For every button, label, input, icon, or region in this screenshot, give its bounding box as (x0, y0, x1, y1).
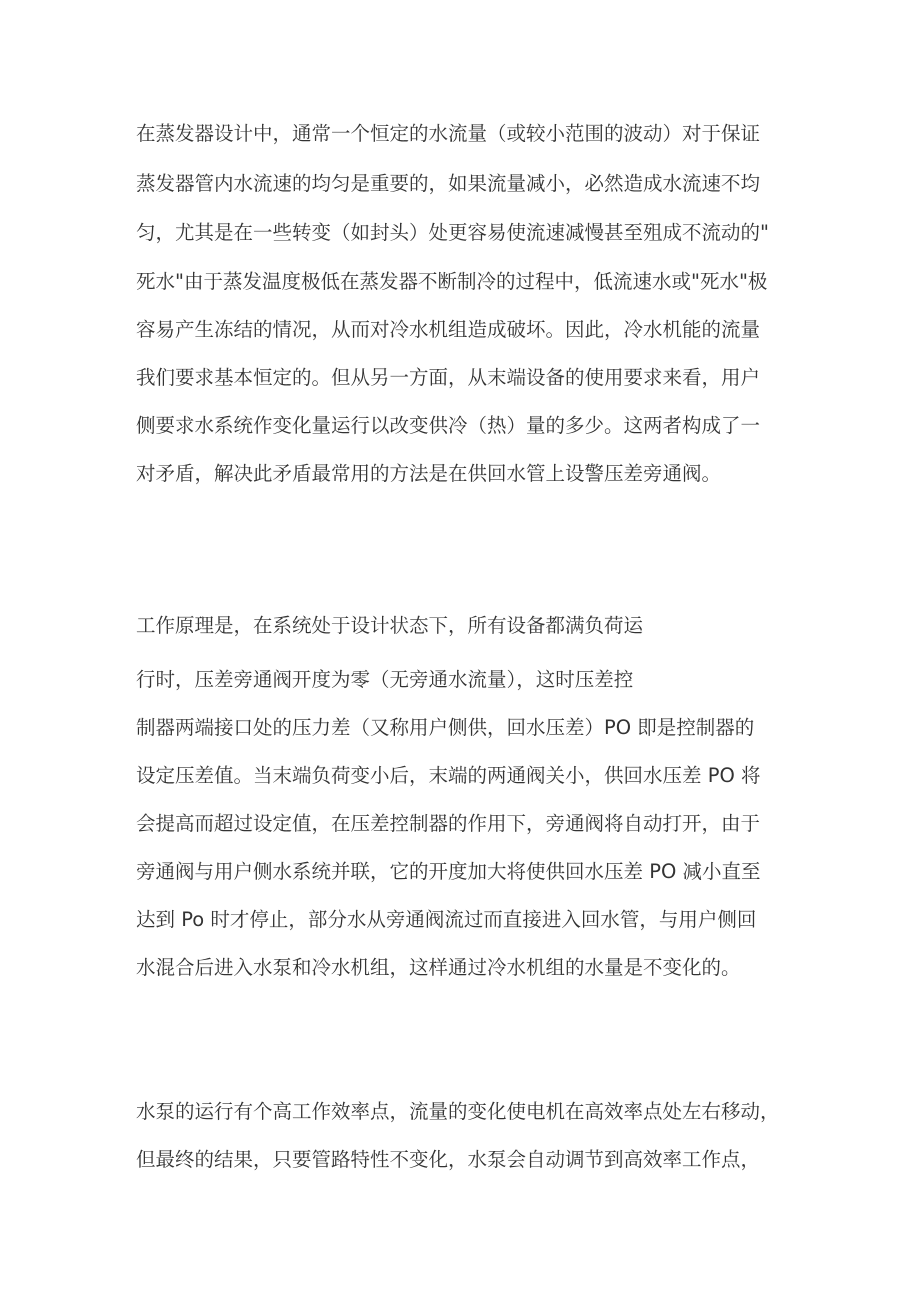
text-line: 我们要求基本恒定的。但从另一方面，从末端设备的使用要求来看，用户 (136, 366, 761, 389)
text-line: 制器两端接口处的压力差（又称用户侧供，回水压差）PO 即是控制器的 (136, 716, 755, 739)
text-line: 设定压差值。当末端负荷变小后，末端的两通阀关小，供回水压差 PO 将 (136, 764, 761, 787)
text-line: 水混合后进入水泵和冷水机组，这样通过冷水机组的水量是不变化的。 (136, 956, 741, 979)
text-line: 蒸发器管内水流速的均匀是重要的，如果流量减小，必然造成水流速不均 (136, 172, 761, 195)
text-line: 容易产生冻结的情况，从而对冷水机组造成破坏。因此，冷水机能的流量 (136, 318, 761, 341)
text-line: 对矛盾，解决此矛盾最常用的方法是在供回水管上设警压差旁通阀。 (136, 462, 722, 485)
text-line: 侧要求水系统作变化量运行以改变供冷（热）量的多少。这两者构成了一 (136, 414, 761, 437)
text-line: 水泵的运行有个高工作效率点，流量的变化使电机在高效率点处左右移动， (136, 1100, 780, 1123)
text-line: 旁通阀与用户侧水系统并联，它的开度加大将使供回水压差 PO 减小直至 (136, 860, 761, 883)
text-line: 匀，尤其是在一些转变（如封头）处更容易使流速减慢甚至殂成不流动的" (136, 221, 769, 244)
text-line: 死水"由于蒸发温度极低在蒸发器不断制冷的过程中，低流速水或"死水"极 (136, 270, 768, 293)
text-line: 达到 Po 时才停止，部分水从旁通阀流过而直接进入回水管，与用户侧回 (136, 908, 757, 931)
text-line: 会提高而超过设定值，在压差控制器的作用下，旁通阀将自动打开，由于 (136, 812, 761, 835)
text-line: 行时，压差旁通阀开度为零（无旁通水流量），这时压差控 (136, 668, 634, 691)
text-line: 但最终的结果，只要管路特性不变化，水泵会自动调节到高效率工作点， (136, 1148, 761, 1171)
text-line: 在蒸发器设计中，通常一个恒定的水流量（或较小范围的波动）对于保证 (136, 122, 761, 145)
text-line: 工作原理是，在系统处于设计状态下，所有设备都满负荷运 (136, 614, 644, 637)
